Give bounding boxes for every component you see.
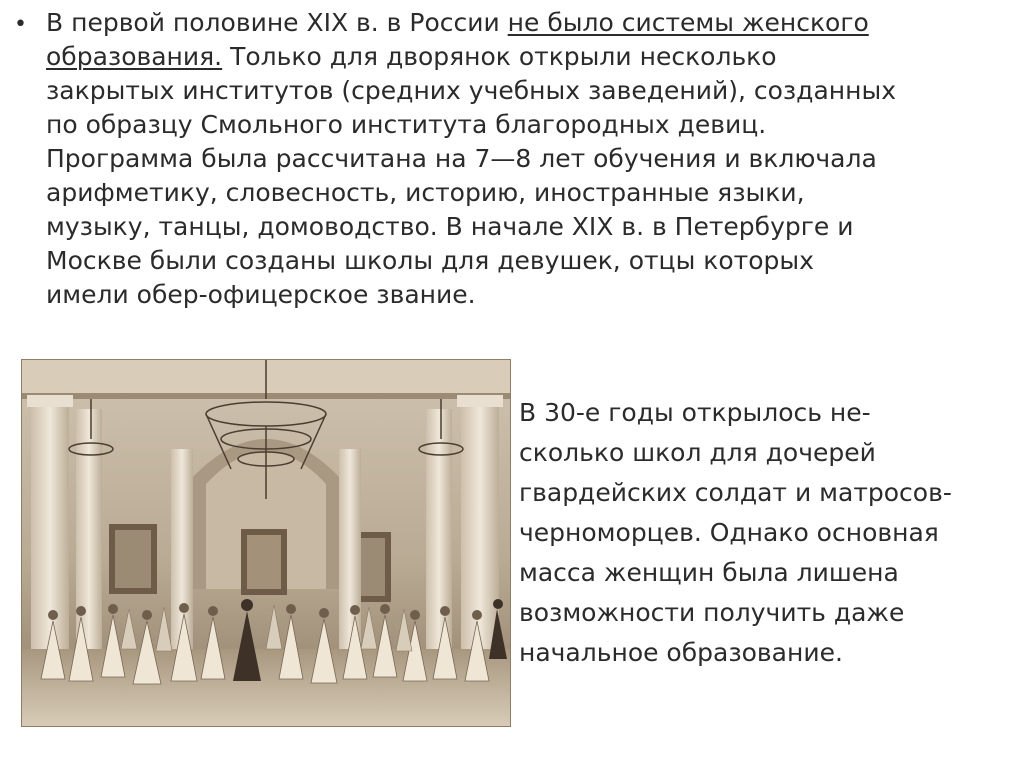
main-line-4: по образцу Смольного института благородных девиц. <box>46 110 767 139</box>
main-line-2-underlined: образования. <box>46 42 223 71</box>
main-line-1 <box>14 6 1014 40</box>
side-line-7: начальное образование. <box>519 638 843 667</box>
main-line-2-text: Только для дворянок открыли несколько <box>222 42 777 71</box>
bullet-icon: • <box>14 12 27 37</box>
side-line-5: масса женщин была лишена <box>519 558 899 587</box>
main-line-9: имели обер-офицерское звание. <box>46 280 476 309</box>
main-line-6: арифметику, словесность, историю, иностранные языки, <box>46 178 805 207</box>
main-line-5: Программа была рассчитана на 7—8 лет обучения и включала <box>46 144 877 173</box>
main-line-8: Москве были созданы школы для девушек, отцы которых <box>46 246 814 275</box>
side-line-1: В 30-е годы открылось не- <box>519 398 871 427</box>
main-line-7: музыку, танцы, домоводство. В начале XIX в. в Петербурге и <box>46 212 854 241</box>
main-paragraph <box>14 6 1014 312</box>
main-line-1-text: В первой половине XIX в. в России <box>46 8 508 37</box>
main-line-2 <box>14 40 1014 74</box>
main-line-1-underlined: не было системы женского <box>507 8 869 37</box>
ballroom-photo <box>21 359 511 727</box>
main-line-3: закрытых институтов (средних учебных заведений), созданных <box>46 76 897 105</box>
side-line-4: черноморцев. Однако основная <box>519 518 939 547</box>
side-line-2: сколько школ для дочерей <box>519 438 876 467</box>
side-paragraph <box>519 393 1014 673</box>
side-line-6: возможности получить даже <box>519 598 905 627</box>
side-line-3: гвардейских солдат и матросов- <box>519 478 952 507</box>
